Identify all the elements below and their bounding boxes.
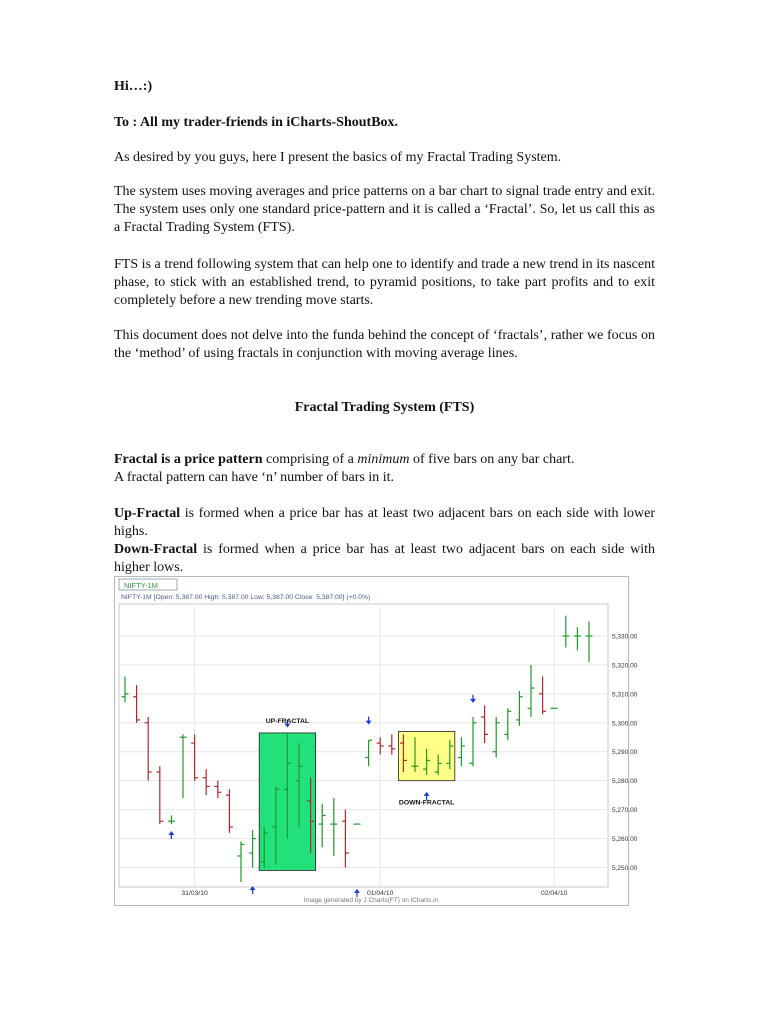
fts-paragraph: FTS is a trend following system that can help one to identify and trade a new trend in its nascent phase, to stick with an established trend, to pyramid positions, to take part profits and to exit completely before a new trending move starts.	[114, 257, 655, 308]
fractal-arrows	[168, 695, 476, 897]
y-tick-label: 5,260.00	[612, 836, 638, 844]
def-line2: A fractal pattern can have ‘n’ number of bars in it.	[114, 470, 395, 485]
up-fractal-text: is formed when a price bar has at least two adjacent bars on each side with lower highs.	[114, 506, 655, 539]
up-arrow-icon	[168, 831, 174, 839]
intro-paragraph: As desired by you guys, here I present the basics of my Fractal Trading System.	[114, 150, 562, 165]
y-tick-label: 5,330.00	[612, 633, 638, 641]
ohlc-bar	[203, 769, 210, 795]
ohlc-bar	[516, 691, 523, 726]
chart-tab-label[interactable]: NIFTY-1M	[124, 581, 158, 590]
down-fractal-text: is formed when a price bar has at least two adjacent bars on each side with higher lows.	[114, 542, 655, 575]
ohlc-bar	[180, 734, 187, 798]
y-axis	[612, 633, 638, 872]
up-arrow-icon	[354, 889, 360, 897]
down-fractal-label: DOWN-FRACTAL	[398, 799, 455, 807]
chart-footer: Image generated by J Charts(FT) on iCharts.in	[303, 897, 439, 904]
plot-frame	[119, 604, 608, 887]
ohlc-bar	[145, 717, 152, 781]
arrow-head	[470, 699, 476, 703]
ohlc-bar	[574, 627, 581, 650]
arrow-head	[424, 792, 430, 796]
x-tick-label: 31/03/10	[181, 890, 208, 897]
chart-info-line: NIFTY-1M [Open: 5,387.00 High: 5,387.00 Low: 5,387.00 Close: 5,387.00] (+0.0%)	[121, 594, 371, 601]
ohlc-bar	[133, 685, 140, 723]
section-heading: Fractal Trading System (FTS)	[294, 400, 475, 415]
ohlc-bar	[319, 804, 326, 847]
y-tick-label: 5,250.00	[612, 865, 638, 873]
up-fractal-label: UP-FRACTAL	[265, 717, 310, 725]
x-axis	[181, 890, 567, 897]
ohlc-bars	[122, 616, 593, 882]
ohlc-bar	[539, 676, 546, 714]
ohlc-bar	[365, 740, 372, 766]
ohlc-bar	[226, 789, 233, 832]
grid	[119, 607, 608, 887]
y-tick-label: 5,320.00	[612, 662, 638, 670]
to-line: To : All my trader-friends in iCharts-ShoutBox.	[114, 115, 399, 130]
x-tick-label: 01/04/10	[366, 890, 394, 897]
ohlc-bar	[168, 815, 175, 824]
y-tick-label: 5,290.00	[612, 749, 638, 757]
ohlc-bar	[249, 830, 256, 868]
ohlc-bar	[504, 708, 511, 740]
def-mid: comprising of a	[262, 452, 358, 467]
def-italic: minimum	[357, 452, 410, 467]
fractal-definition	[114, 451, 655, 487]
def-end: of five bars on any bar chart.	[409, 452, 575, 467]
nifty-chart	[114, 576, 638, 906]
arrow-head	[168, 831, 174, 835]
scope-paragraph: This document does not delve into the funda behind the concept of ‘fractals’, rather we focus on the ‘method’ of using fractals in conjunction with moving average lines.	[114, 328, 655, 361]
ohlc-bar	[562, 616, 569, 648]
down-arrow-icon	[366, 717, 372, 725]
ohlc-bar	[586, 621, 593, 662]
down-arrow-icon	[470, 695, 476, 703]
def-bold: Fractal is a price pattern	[114, 452, 263, 467]
y-tick-label: 5,300.00	[612, 720, 638, 728]
ohlc-bar	[156, 766, 163, 824]
system-paragraph: The system uses moving averages and price patterns on a bar chart to signal trade entry and exit. The system uses only one standard price-pattern and it is called a ‘Fractal’. So, let us call this as a Fractal Trading System (FTS).	[114, 184, 655, 235]
up-fractal-definition	[114, 505, 655, 541]
y-tick-label: 5,280.00	[612, 778, 638, 786]
down-fractal-term: Down-Fractal	[114, 542, 198, 557]
ohlc-bar	[481, 705, 488, 743]
ohlc-bar	[191, 734, 198, 780]
ohlc-bar	[238, 841, 245, 882]
y-tick-label: 5,270.00	[612, 807, 638, 815]
y-tick-label: 5,310.00	[612, 691, 638, 699]
ohlc-bar	[528, 665, 535, 717]
ohlc-bar	[214, 781, 221, 798]
ohlc-bar	[122, 676, 129, 702]
ohlc-bar	[330, 798, 337, 856]
down-fractal-definition	[114, 541, 655, 577]
arrow-head	[354, 889, 360, 893]
greeting: Hi…:)	[114, 79, 153, 94]
x-tick-label: 02/04/10	[540, 890, 568, 897]
up-fractal-term: Up-Fractal	[114, 506, 181, 521]
ohlc-bar	[470, 717, 477, 766]
